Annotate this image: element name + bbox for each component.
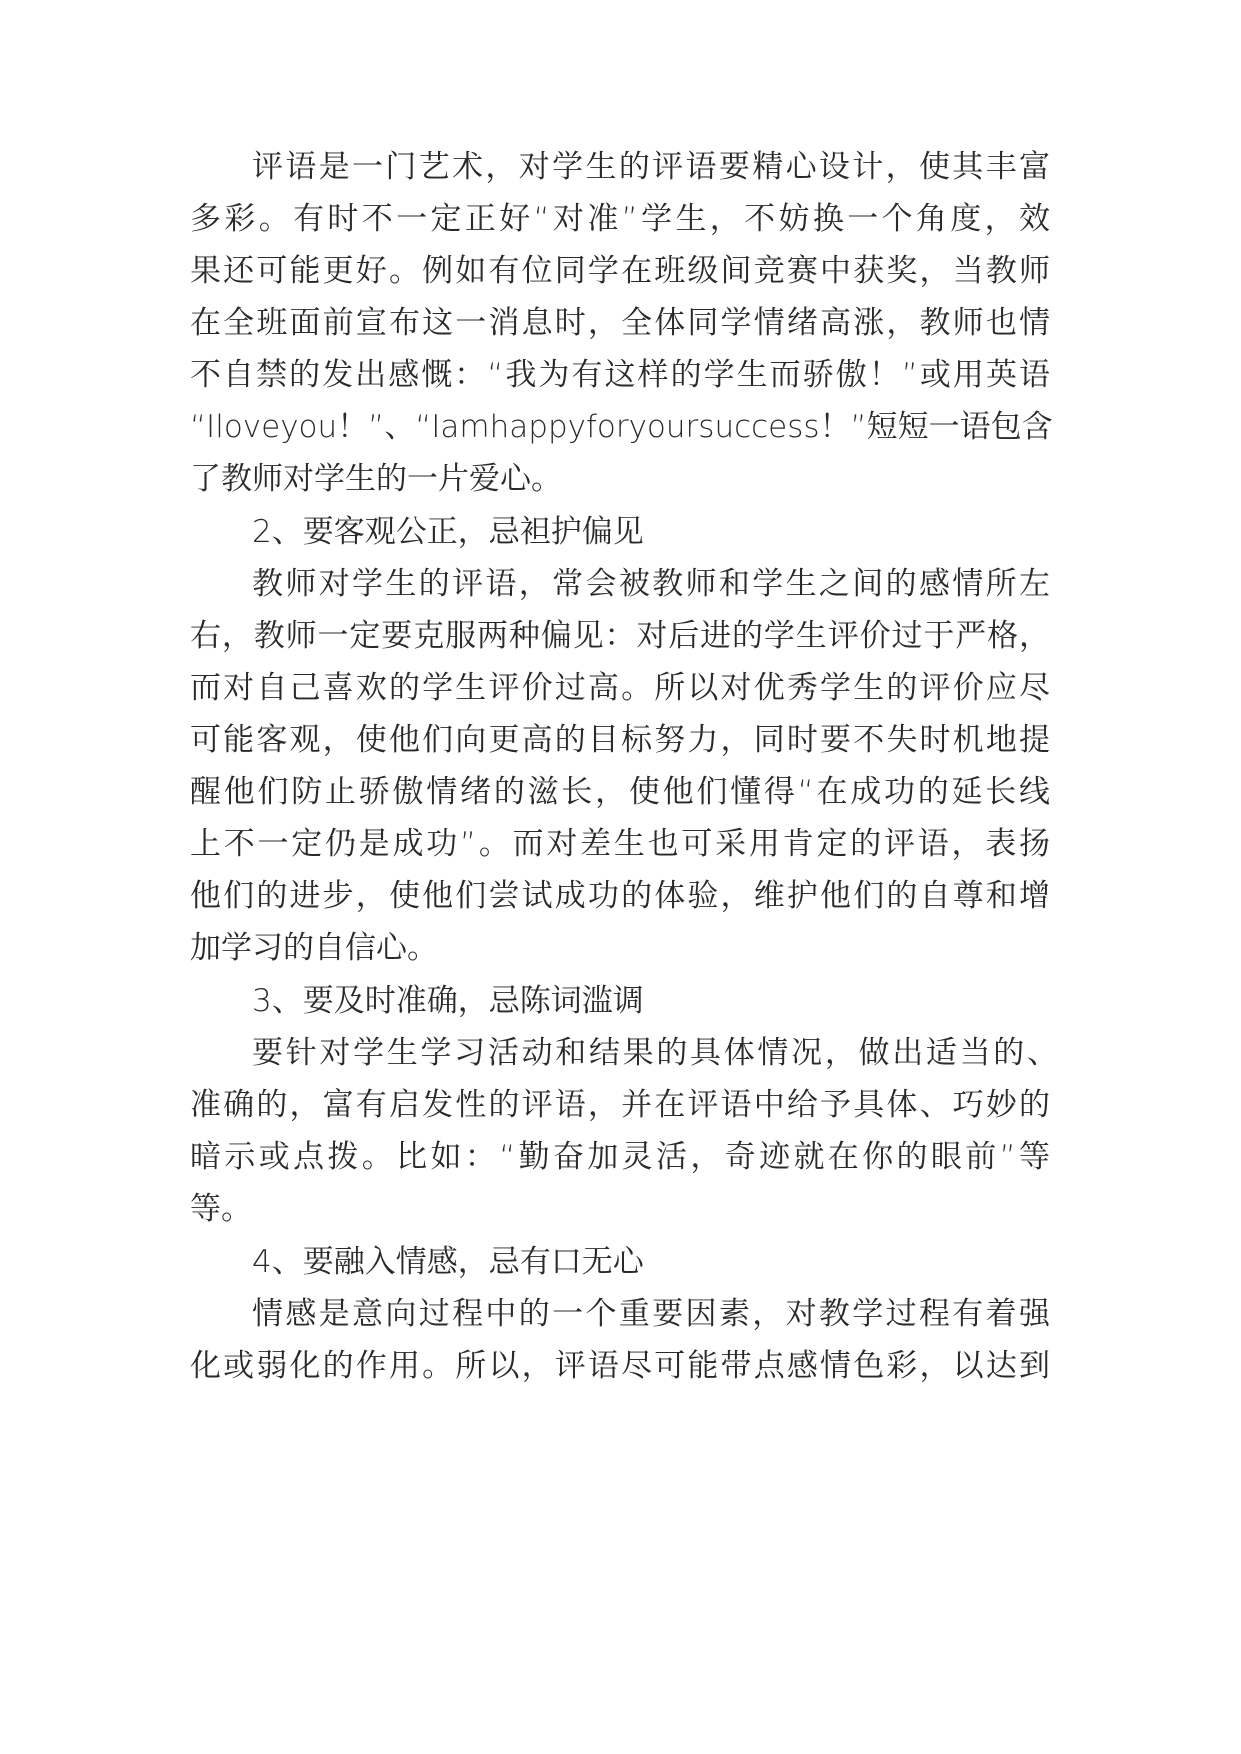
section-heading: 4、要融入情感，忌有口无心 [252, 1244, 644, 1280]
paragraph-line: 而对自己喜欢的学生评价过高。所以对优秀学生的评价应尽 [190, 670, 1050, 706]
paragraph-line: 多彩。有时不一定正好“对准”学生，不妨换一个角度，效 [190, 201, 1050, 237]
paragraph-line: 他们的进步，使他们尝试成功的体验，维护他们的自尊和增 [190, 878, 1050, 914]
paragraph-line: 准确的，富有启发性的评语，并在评语中给予具体、巧妙的 [190, 1087, 1050, 1123]
section-heading: 2、要客观公正，忌袒护偏见 [252, 514, 644, 550]
paragraph-line: 了教师对学生的一片爱心。 [190, 461, 562, 497]
paragraph-line: 上不一定仍是成功”。而对差生也可采用肯定的评语，表扬 [190, 826, 1050, 862]
paragraph-line: 不自禁的发出感慨：“我为有这样的学生而骄傲！”或用英语 [190, 357, 1050, 393]
paragraph-line: 暗示或点拨。比如：“勤奋加灵活，奇迹就在你的眼前”等 [190, 1139, 1050, 1175]
paragraph-line: “Iloveyou！”、“Iamhappyforyoursuccess！”短短一语包含 [190, 409, 1053, 445]
paragraph-line: 评语是一门艺术，对学生的评语要精心设计，使其丰富 [252, 149, 1050, 185]
paragraph-line: 情感是意向过程中的一个重要因素，对教学过程有着强 [252, 1296, 1050, 1332]
paragraph-line: 右，教师一定要克服两种偏见：对后进的学生评价过于严格， [190, 618, 1050, 654]
paragraph-line: 在全班面前宣布这一消息时，全体同学情绪高涨，教师也情 [190, 305, 1050, 341]
paragraph-line: 教师对学生的评语，常会被教师和学生之间的感情所左 [252, 566, 1050, 602]
paragraph-line: 等。 [190, 1191, 252, 1227]
paragraph-line: 醒他们防止骄傲情绪的滋长，使他们懂得“在成功的延长线 [190, 774, 1050, 810]
paragraph-line: 要针对学生学习活动和结果的具体情况，做出适当的、 [252, 1035, 1058, 1071]
paragraph-line: 果还可能更好。例如有位同学在班级间竞赛中获奖，当教师 [190, 253, 1050, 289]
paragraph-line: 可能客观，使他们向更高的目标努力，同时要不失时机地提 [190, 722, 1050, 758]
paragraph-line: 加学习的自信心。 [190, 930, 438, 966]
section-heading: 3、要及时准确，忌陈词滥调 [252, 983, 644, 1019]
paragraph-line: 化或弱化的作用。所以，评语尽可能带点感情色彩，以达到 [190, 1348, 1050, 1384]
